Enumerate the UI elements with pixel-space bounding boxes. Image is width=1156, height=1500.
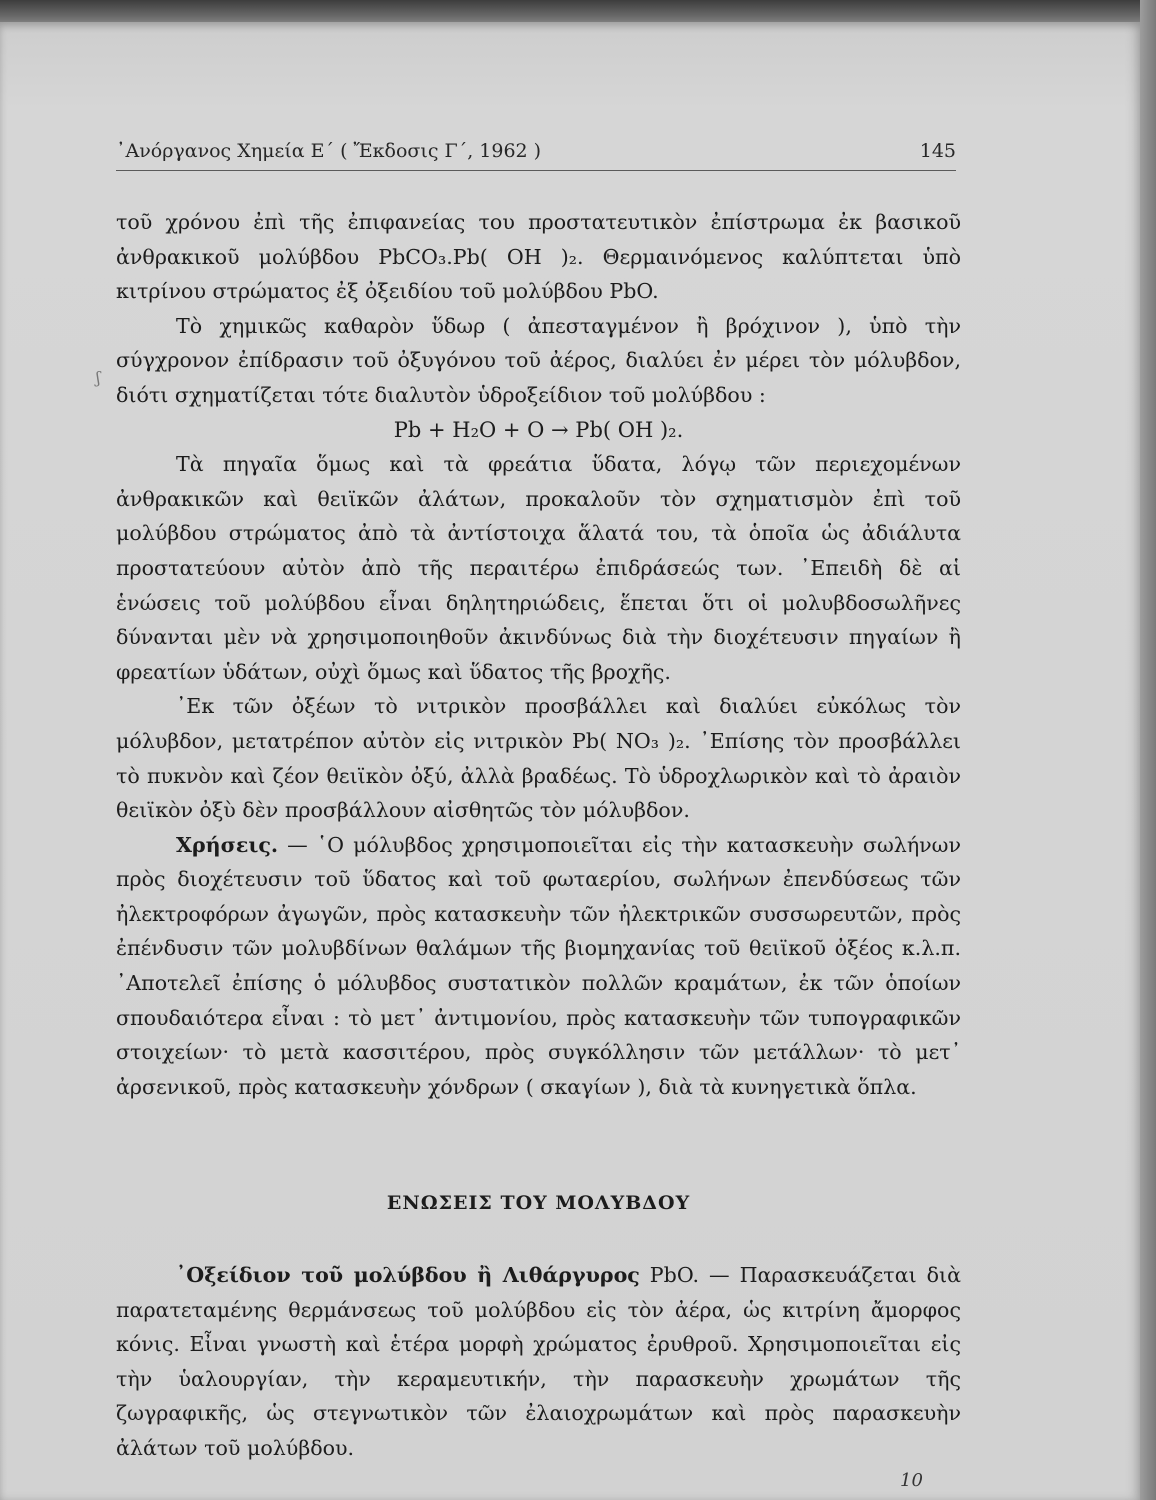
paragraph-4: ᾿Εκ τῶν ὀξέων τὸ νιτρικὸν προσβάλλει καὶ διαλύει εὐκόλως τὸν μόλυβδον, μετατρέπον αὐτὸν εἰς νιτρικὸν Pb( NO₃ )₂. ᾿Επίσης τὸν προσβάλλει τὸ πυκνὸν καὶ ζέον θειϊκὸν ὀξύ, ἀλλὰ βραδέως. Τὸ ὑδροχλωρικὸν καὶ τὸ ἀραιὸν θειϊκὸν ὀξὺ δὲν προσβάλλουν αἰσθητῶς τὸν μόλυβδον. (116, 694, 961, 823)
scan-right-edge (1140, 0, 1156, 1500)
paragraph-oxide (116, 1258, 961, 1466)
running-header (116, 140, 956, 171)
paragraph-1: τοῦ χρόνου ἐπὶ τῆς ἐπιφανείας του προστατευτικὸν ἐπίστρωμα ἐκ βασικοῦ ἀνθρακικοῦ μολύβδου PbCO₃.Pb( OH )₂. Θερμαινόμενος καλύπτεται ὑπὸ κιτρίνου στρώματος ἐξ ὀξειδίου τοῦ μολύβδου PbO. (116, 210, 961, 304)
uses-label: Χρήσεις. (176, 832, 279, 857)
oxide-text: PbO. — Παρασκευάζεται διὰ παρατεταμένης θερμάνσεως τοῦ μολύβδου εἰς τὸν ἀέρα, ὡς κιτρίνη ἄμορφος κόνις. Εἶναι γνωστὴ καὶ ἑτέρα μορφὴ χρώματος ἐρυθροῦ. Χρησιμοποιεῖται εἰς τὴν ὑαλουργίαν, τὴν κεραμευτικήν, τὴν παρασκευὴν χρωμάτων τῆς ζωγραφικῆς, ὡς στεγνωτικὸν τῶν ἐλαιοχρωμάτων καὶ πρὸς παρασκευὴν ἀλάτων τοῦ μολύβδου. (116, 1263, 962, 1460)
main-text (116, 205, 961, 1104)
paragraph-uses (116, 828, 961, 1105)
section-heading: ΕΝΩΣΕΙΣ ΤΟΥ ΜΟΛΥΒΔΟΥ (386, 1192, 691, 1214)
page-number: 145 (919, 140, 956, 162)
paragraph-2: Τὸ χημικῶς καθαρὸν ὕδωρ ( ἀπεσταγμένον ἢ βρόχινον ), ὑπὸ τὴν σύγχρονον ἐπίδρασιν τοῦ ὀξυγόνου τοῦ ἀέρος, διαλύει ἐν μέρει τὸν μόλυβδον, διότι σχηματίζεται τότε διαλυτὸν ὑδροξείδιον τοῦ μολύβδου : (116, 313, 961, 407)
paragraph-3: Τὰ πηγαῖα ὅμως καὶ τὰ φρεάτια ὕδατα, λόγῳ τῶν περιεχομένων ἀνθρακικῶν καὶ θειϊκῶν ἀλάτων, προκαλοῦν τὸν σχηματισμὸν ἐπὶ τοῦ μολύβδου στρώματος ἀπὸ τὰ ἀντίστοιχα ἅλατά του, τὰ ὁποῖα ὡς ἀδιάλυτα προστατεύουν αὐτὸν ἀπὸ τῆς περαιτέρω ἐπιδράσεώς των. ᾿Επειδὴ δὲ αἱ ἑνώσεις τοῦ μολύβδου εἶναι δηλητηριώδεις, ἕπεται ὅτι οἱ μολυβδοσωλῆνες δύνανται μὲν νὰ χρησιμοποιηθοῦν ἀκινδύνως διὰ τὴν διοχέτευσιν πηγαίων ἢ φρεατίων ὑδάτων, οὐχὶ ὅμως καὶ ὕδατος τῆς βροχῆς. (116, 452, 961, 684)
uses-text: — ῾Ο μόλυβδος χρησιμοποιεῖται εἰς τὴν κατασκευὴν σωλήνων πρὸς διοχέτευσιν τοῦ ὕδατος καὶ τοῦ φωταερίου, σωλήνων ἐπενδύσεως τῶν ἠλεκτροφόρων ἀγωγῶν, πρὸς κατασκευὴν τῶν ἠλεκτρικῶν συσσωρευτῶν, πρὸς ἐπένδυσιν τῶν μολυβδίνων θαλάμων τῆς βιομηχανίας τοῦ θειϊκοῦ ὀξέος κ.λ.π. ᾿Αποτελεῖ ἐπίσης ὁ μόλυβδος συστατικὸν πολλῶν κραμάτων, ἐκ τῶν ὁποίων σπουδαιότερα εἶναι : τὸ μετ᾿ ἀντιμονίου, πρὸς κατασκευὴν τῶν τυπογραφικῶν στοιχείων· τὸ μετὰ κασσιτέρου, πρὸς συγκόλλησιν τῶν μετάλλων· τὸ μετ᾿ ἀρσενικοῦ, πρὸς κατασκευὴν χόνδρων ( σκαγίων ), διὰ τὰ κυνηγετικὰ ὅπλα. (116, 832, 961, 1099)
oxide-section (116, 1258, 961, 1466)
header-title: ᾿Ανόργανος Χημεία Ε΄ ( Ἔκδοσις Γ΄, 1962 ) (116, 140, 542, 162)
margin-mark: ʃ (96, 368, 101, 387)
formula: Pb + H₂O + O → Pb( OH )₂. (393, 417, 684, 442)
oxide-label: ᾿Οξείδιον τοῦ μολύβδου ἢ Λιθάργυρος (176, 1263, 640, 1287)
signature-mark: 10 (900, 1470, 923, 1491)
